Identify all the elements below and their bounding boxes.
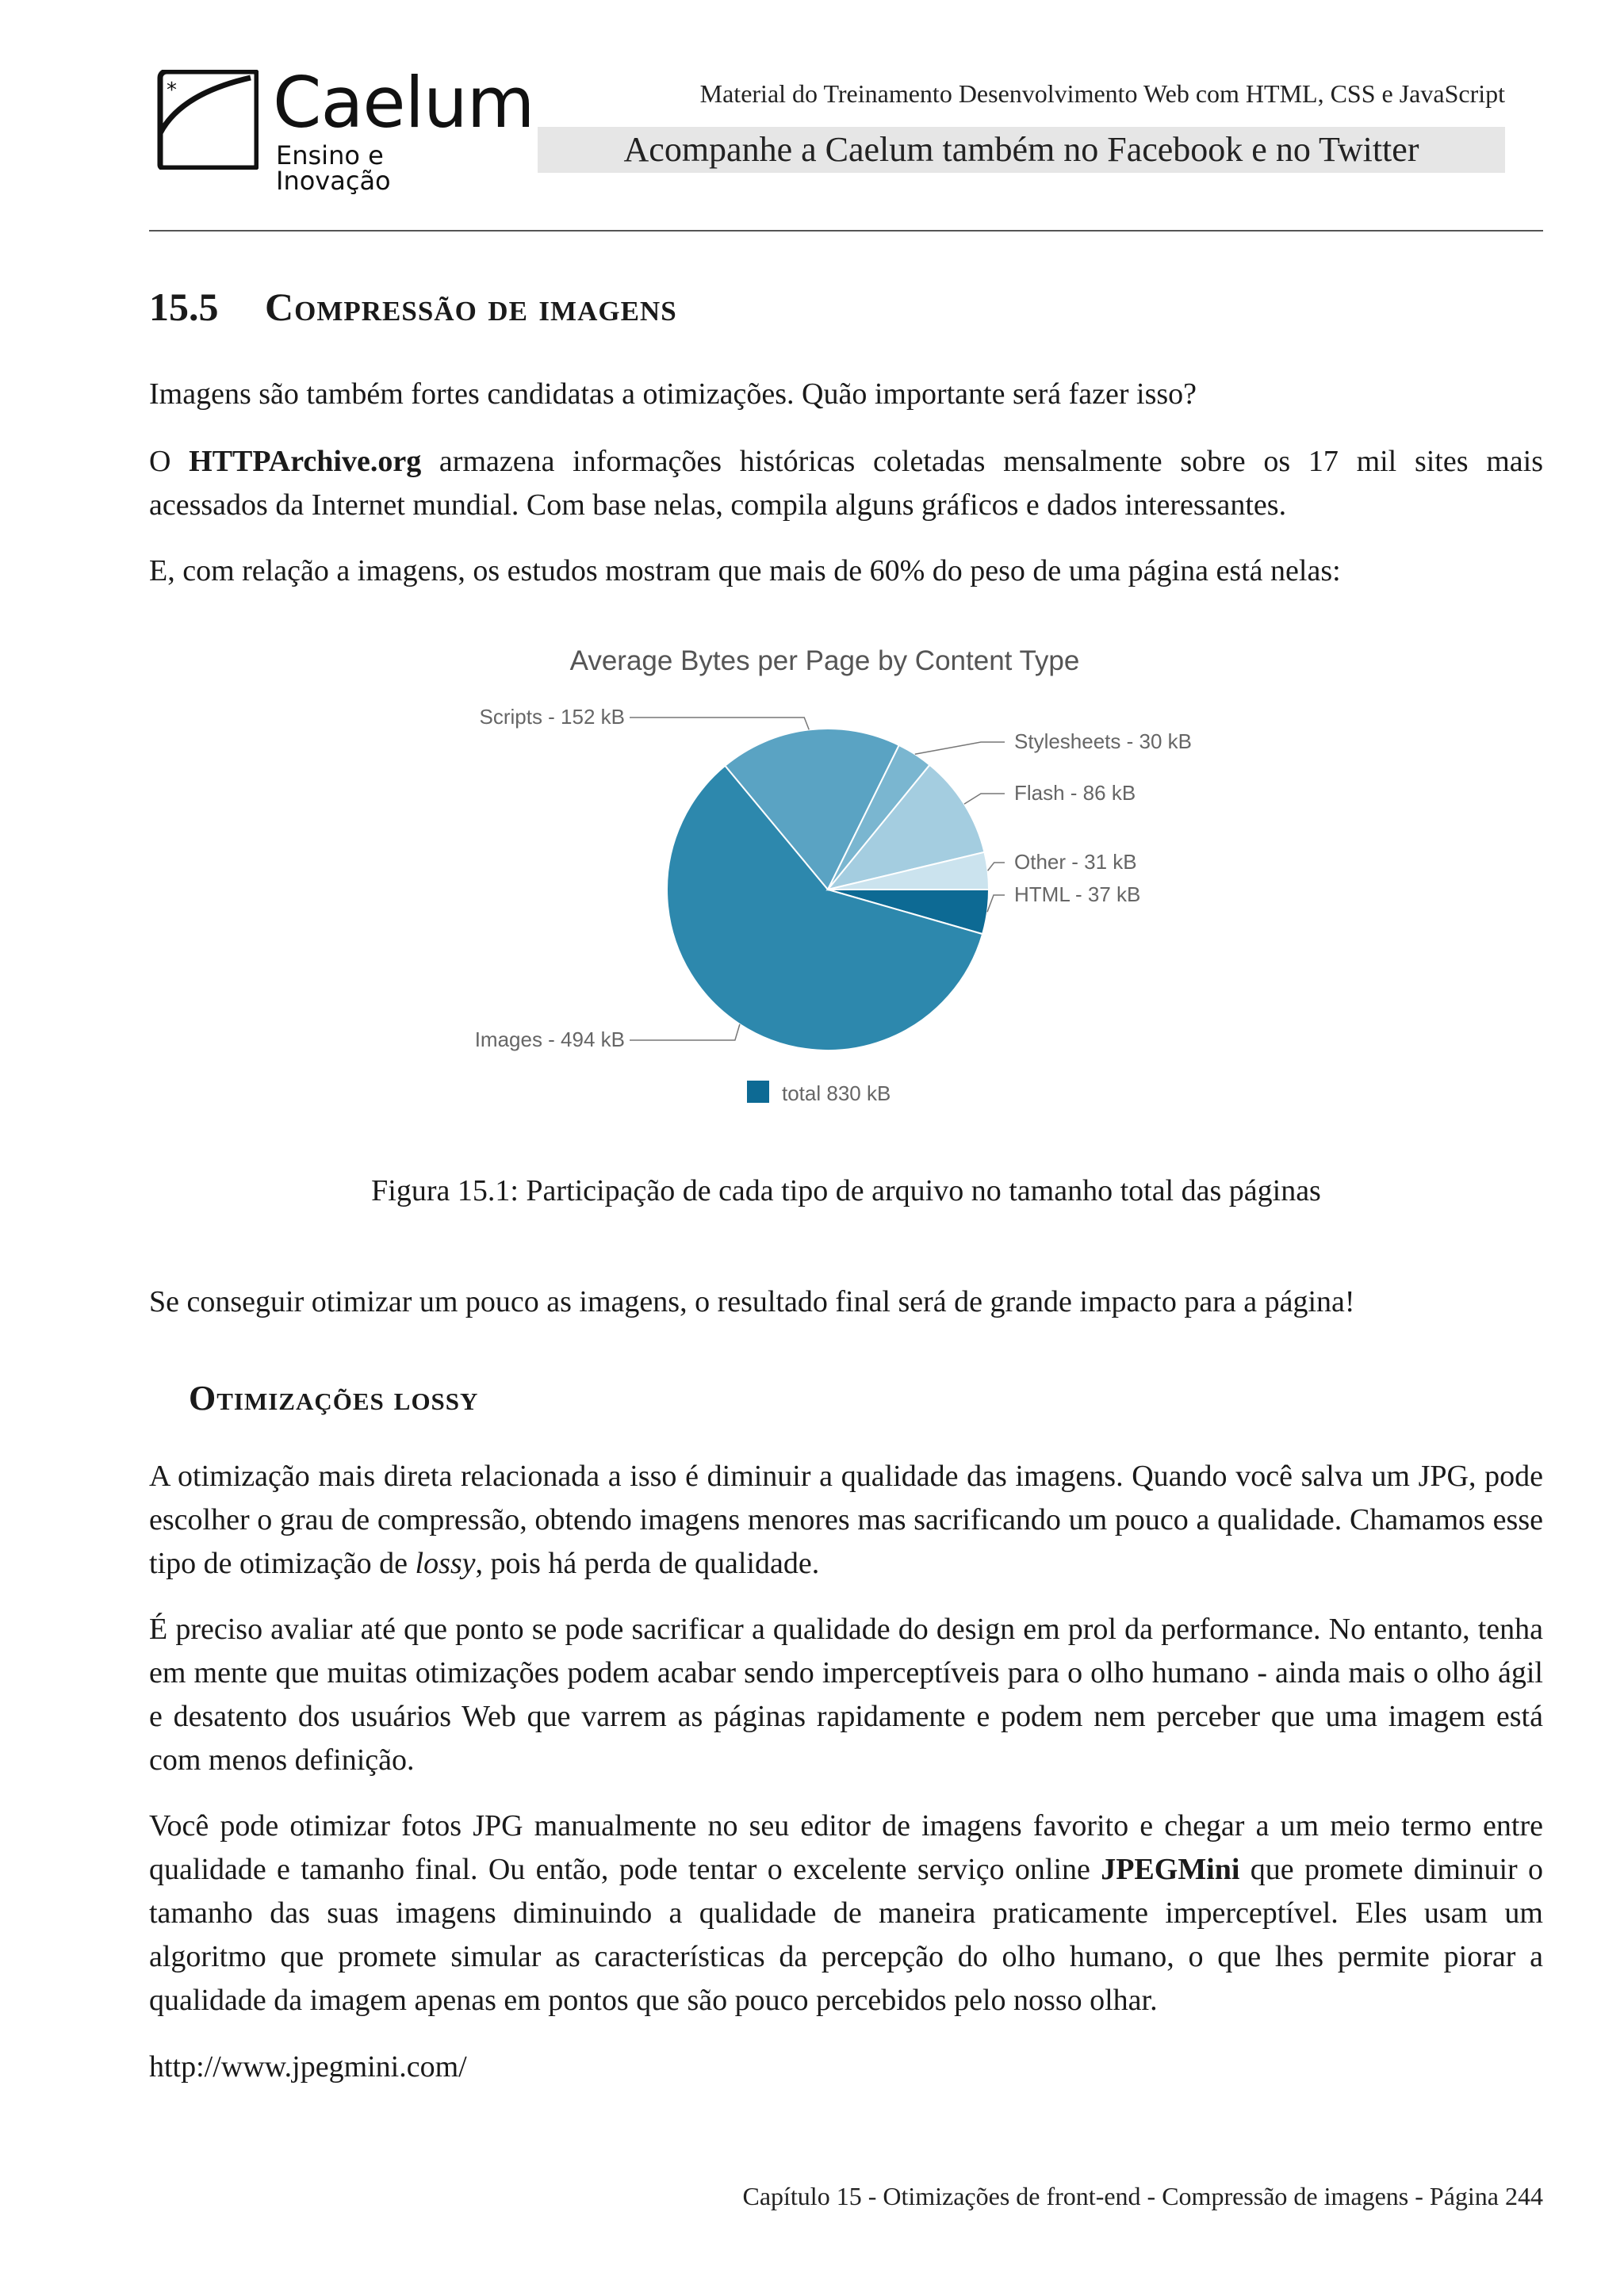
paragraph-jpegmini: [149, 1804, 1543, 2022]
slice-label-images: Images - 494 kB: [474, 1027, 625, 1051]
logo-tagline: Ensino e Inovação: [276, 140, 391, 196]
paragraph-httparchive: [149, 440, 1543, 527]
page-footer: Capítulo 15 - Otimizações de front-end - Compressão de imagens - Página 244: [742, 2182, 1543, 2210]
jpegmini-url[interactable]: http://www.jpegmini.com/: [149, 2050, 467, 2084]
figure-caption: Figura 15.1: Participação de cada tipo de arquivo no tamanho total das páginas: [371, 1174, 1321, 1207]
paragraph-quality: É preciso avaliar até que ponto se pode sacrificar a qualidade do design em prol da performance. No entanto, tenha em mente que muitas otimizações podem acabar sendo imperceptíveis para o olho humano - ainda mais o olho ágil e desatento dos usuários Web que varrem as páginas rapidamente e podem nem perceber que uma imagem está com menos definição.: [149, 1613, 1543, 1777]
section-number: 15.5: [149, 285, 219, 329]
paragraph-intro: Imagens são também fortes candidatas a otimizações. Quão importante será fazer isso?: [149, 377, 1197, 411]
paragraph-images-share: E, com relação a imagens, os estudos mostram que mais de 60% do peso de uma página está nelas:: [149, 554, 1341, 587]
paragraph-jpegmini-suffix: que promete diminuir o tamanho das suas imagens diminuindo a qualidade de maneira praticamente imperceptível. Eles usam um algoritmo que promete simular as características da percepção do olho humano, o que lhes permite piorar a qualidade da imagem apenas em pontos que são pouco percebidos pelo nosso olhar.: [149, 1853, 1543, 2017]
leader-line-scripts: [630, 718, 809, 729]
slice-label-flash: Flash - 86 kB: [1014, 781, 1136, 805]
slice-label-html: HTML - 37 kB: [1014, 882, 1141, 906]
leader-line-html: [987, 895, 1005, 912]
svg-text:*: *: [167, 78, 177, 102]
logo-brand: Caelum: [273, 62, 534, 144]
slice-label-stylesheets: Stylesheets - 30 kB: [1014, 729, 1192, 753]
leader-line-flash: [964, 794, 1005, 804]
paragraph-jpegmini-prefix: Você pode otimizar fotos JPG manualmente no seu editor de imagens favorito e chegar a um meio termo entre qualidade e tamanho final. Ou então, pode tentar o excelente serviço online: [149, 1809, 1543, 1886]
slice-label-scripts: Scripts - 152 kB: [479, 705, 625, 729]
slice-label-other: Other - 31 kB: [1014, 850, 1137, 874]
httparchive-name: HTTPArchive.org: [189, 445, 422, 478]
leader-line-images: [630, 1024, 740, 1040]
section-title: Compressão de imagens: [265, 285, 677, 329]
paragraph-impact: Se conseguir otimizar um pouco as imagens, o resultado final será de grande impacto para a página!: [149, 1285, 1355, 1318]
pie-chart: [444, 634, 1237, 1126]
leader-line-other: [988, 863, 1005, 871]
paragraph-httparchive-rest: armazena informações históricas coletadas mensalmente sobre os 17 mil sites mais acessados da Internet mundial. Com base nelas, compila alguns gráficos e dados interessantes.: [149, 445, 1543, 522]
paragraph-lossy: [149, 1455, 1543, 1586]
jpegmini-name: JPEGMini: [1101, 1853, 1240, 1886]
subsection-title: Otimizações lossy: [189, 1379, 479, 1418]
caelum-logo-icon: [157, 70, 259, 170]
header-course-title: Material do Treinamento Desenvolvimento Web com HTML, CSS e JavaScript: [699, 79, 1505, 108]
pie-chart-svg: [444, 634, 1237, 1126]
caelum-logo: [157, 62, 534, 196]
paragraph-httparchive-prefix: O: [149, 445, 190, 478]
paragraph-lossy-suffix: , pois há perda de qualidade.: [475, 1547, 820, 1580]
leader-line-stylesheets: [915, 742, 1005, 754]
legend-label: total 830 kB: [782, 1081, 891, 1105]
chart-title: Average Bytes per Page by Content Type: [569, 645, 1080, 676]
header-divider: [149, 230, 1543, 232]
lossy-term: lossy: [415, 1547, 476, 1580]
legend-swatch: [747, 1081, 769, 1103]
header-social-banner: Acompanhe a Caelum também no Facebook e no Twitter: [538, 127, 1505, 173]
paragraph-lossy-prefix: A otimização mais direta relacionada a isso é diminuir a qualidade das imagens. Quando você salva um JPG, pode escolher o grau de compressão, obtendo imagens menores mas sacrificando um pouco a qualidade. Chamamos esse tipo de otimização de: [149, 1460, 1543, 1580]
